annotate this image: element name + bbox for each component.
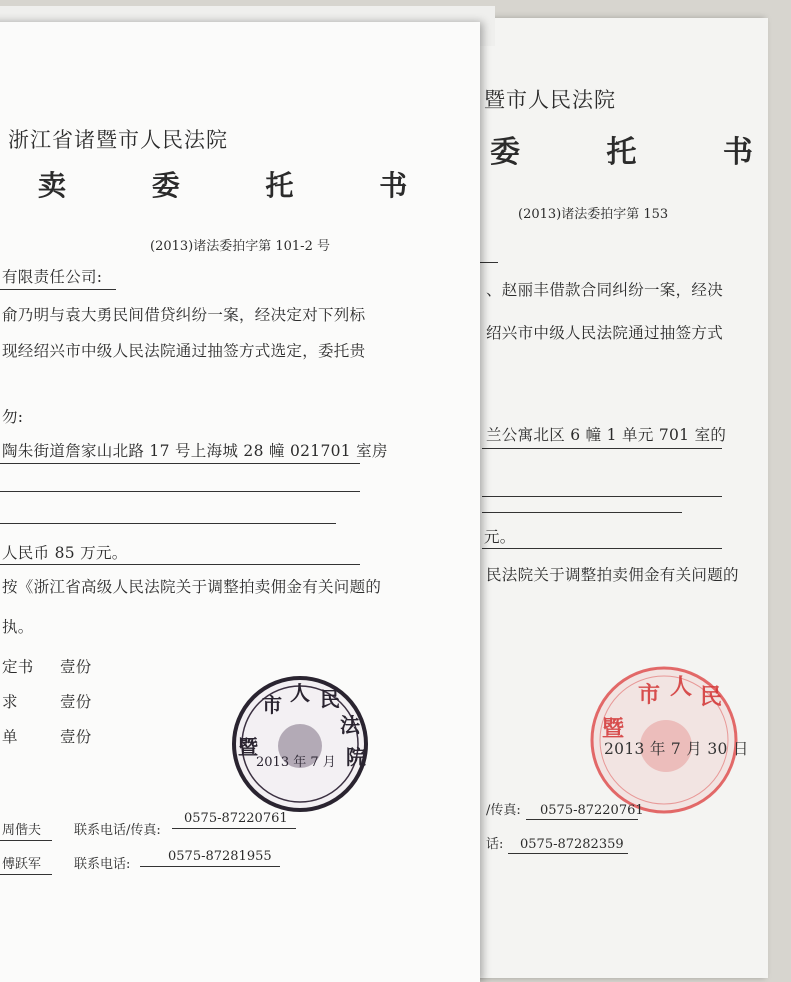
left-seal-date: 2013 年 7 月 [256, 755, 336, 770]
left-ref-line2: 执。 [2, 618, 34, 636]
right-document-title: 委 托 书 [490, 135, 791, 170]
left-contact1-underline [172, 828, 296, 829]
left-document-sheet [0, 22, 480, 982]
left-attachment-3-count: 壹份 [60, 728, 92, 746]
right-court-name: 暨市人民法院 [484, 88, 616, 112]
right-contact1-label: /传真: [486, 803, 521, 818]
right-contact2-underline [508, 853, 628, 854]
right-para1-line2: 绍兴市中级人民法院通过抽签方式 [486, 324, 724, 342]
right-contact1-underline [526, 819, 638, 820]
left-contact2-label: 联系电话: [74, 857, 131, 872]
left-seal-char-right: 院 [346, 745, 366, 769]
right-blank-line-1 [482, 496, 722, 497]
right-seal-char-left: 暨 [602, 717, 625, 742]
left-addressee-underline [0, 289, 116, 290]
right-case-number: (2013)诸法委拍字第 153 [518, 207, 669, 222]
left-blank-line-2 [0, 523, 336, 524]
left-contact1-name: 周偕夫 [2, 823, 42, 838]
left-label-colon: 勿: [2, 408, 24, 426]
right-blank-line-2 [482, 512, 682, 513]
left-contact2-underline [140, 866, 280, 867]
left-court-name: 浙江省诸暨市人民法院 [8, 128, 228, 152]
left-seal-char-bottom: 暨 [238, 735, 258, 759]
left-para1-line1: 俞乃明与袁大勇民间借贷纠纷一案，经决定对下列标 [2, 306, 366, 324]
left-attachment-1-count: 壹份 [60, 658, 92, 676]
right-seal-char-3: 民 [700, 685, 723, 710]
left-case-number: (2013)诸法委拍字第 101-2 号 [150, 239, 330, 254]
left-ref-line1: 按《浙江省高级人民法院关于调整拍卖佣金有关问题的 [2, 578, 382, 596]
right-ref-line1: 民法院关于调整拍卖佣金有关问题的 [486, 566, 739, 584]
left-blank-line-1 [0, 491, 360, 492]
left-contact1-phone: 0575-87220761 [184, 811, 288, 826]
left-attachment-1: 定书 [2, 658, 34, 676]
right-price-underline [482, 548, 722, 549]
left-court-seal [228, 672, 372, 816]
left-contact1-label: 联系电话/传真: [74, 823, 161, 838]
right-contact2-label: 话: [486, 837, 504, 852]
left-address-underline [0, 463, 360, 464]
left-attachment-3: 单 [2, 728, 18, 746]
left-contact2-phone: 0575-87281955 [168, 849, 272, 864]
left-seal-char-3: 民 [320, 687, 340, 711]
left-attachment-2: 求 [2, 693, 18, 711]
left-contact2-name: 傅跃军 [2, 857, 42, 872]
right-price-line: 元。 [484, 528, 516, 546]
right-para1-line1: 、赵丽丰借款合同纠纷一案，经决 [486, 281, 724, 299]
right-seal-char-2: 人 [670, 675, 693, 700]
right-address-underline [482, 448, 722, 449]
left-para1-line2: 现经绍兴市中级人民法院通过抽签方式选定，委托贵 [2, 342, 366, 360]
right-address-line: 兰公寓北区 6 幢 1 单元 701 室的 [486, 426, 727, 444]
left-contact2-name-underline [0, 874, 52, 875]
left-seal-char-1: 市 [262, 693, 282, 717]
left-address-line: 陶朱街道詹家山北路 17 号上海城 28 幢 021701 室房 [2, 442, 388, 460]
right-contact1-phone: 0575-87220761 [540, 803, 644, 818]
left-attachment-2-count: 壹份 [60, 693, 92, 711]
left-contact1-name-underline [0, 840, 52, 841]
left-addressee: 有限责任公司: [2, 268, 103, 286]
right-seal-char-1: 市 [638, 683, 661, 708]
right-contact2-phone: 0575-87282359 [520, 837, 624, 852]
left-price-underline [0, 564, 360, 565]
left-document-title: 卖 委 托 书 [38, 169, 446, 202]
left-price-line: 人民币 85 万元。 [2, 544, 128, 562]
right-stamp-date: 2013 年 7 月 30 日 [604, 740, 749, 758]
left-seal-char-4: 法 [340, 713, 360, 737]
left-seal-char-2: 人 [290, 681, 310, 705]
